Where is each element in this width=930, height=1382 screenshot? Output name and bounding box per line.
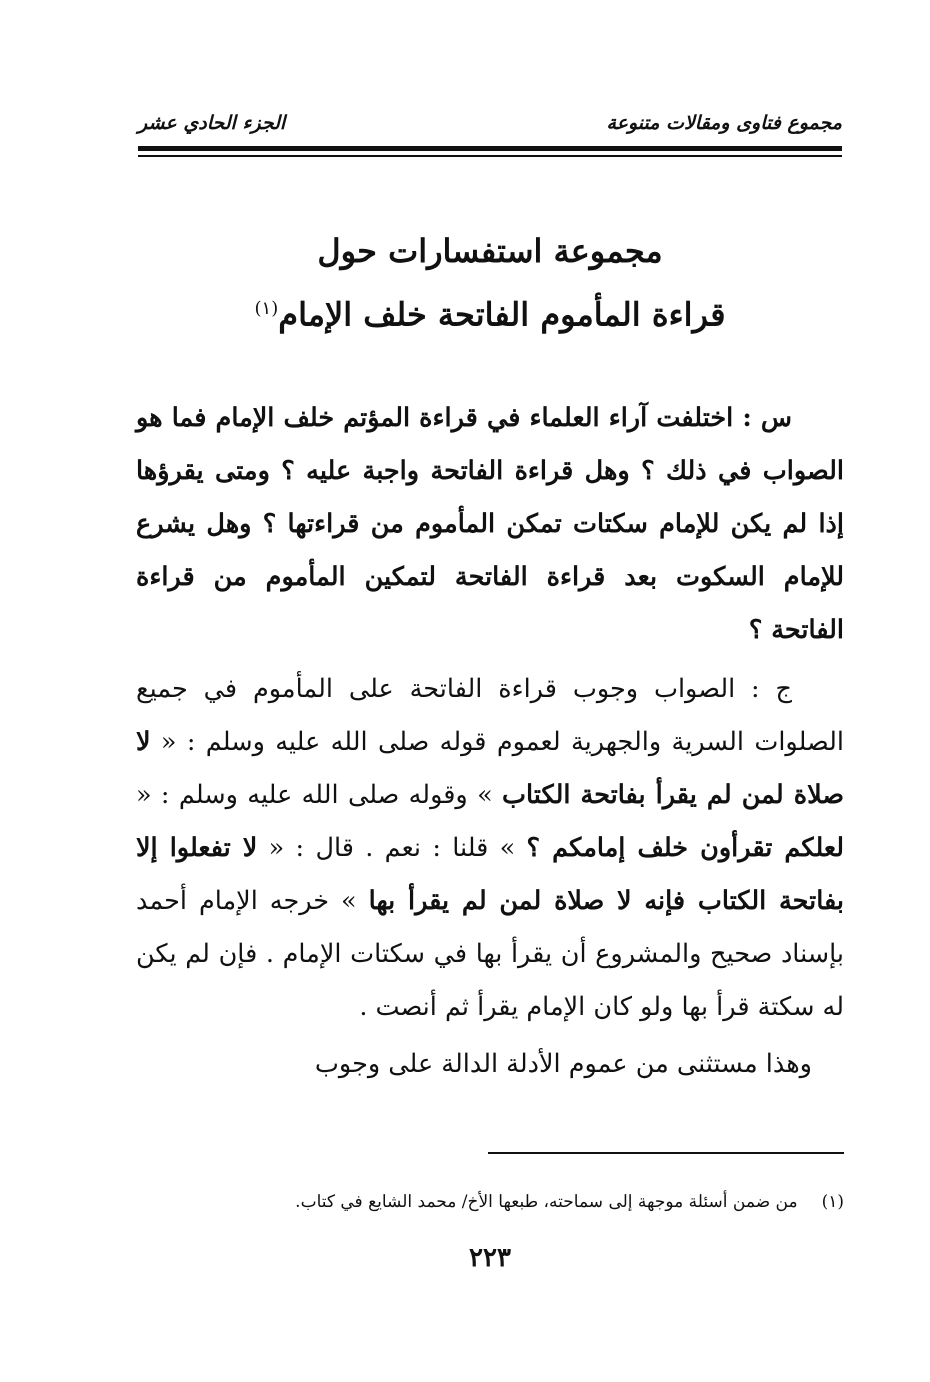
title-line-2 — [138, 280, 842, 344]
volume-label: الجزء الحادي عشر — [138, 112, 286, 134]
answer-text-4: » خرجه الإمام أحمد بإسناد صحيح والمشروع أن يقرأ بها في سكتات الإمام . فإن لم يكن له سكتة قرأ بها ولو كان الإمام يقرأ ثم أنصت . — [136, 886, 844, 1022]
header-rule-thick — [138, 146, 842, 151]
section-title — [138, 222, 842, 344]
header-rule-thin — [138, 155, 842, 157]
book-title: مجموع فتاوى ومقالات متنوعة — [606, 112, 842, 134]
hadith-quote-1: لا صلاة لمن لم يقرأ بفاتحة الكتاب — [136, 727, 845, 810]
running-header — [138, 112, 842, 142]
answer-text-3: » قلنا : نعم . قال : « — [268, 833, 516, 863]
footnote-mark: (١) — [821, 1192, 844, 1212]
answer-text-2: » وقوله صلى الله عليه وسلم : « — [136, 780, 493, 810]
main-text — [136, 392, 844, 1091]
hadith-quote-3: لا تفعلوا إلا بفاتحة الكتاب فإنه لا صلاة لمن لم يقرأ بها — [136, 833, 844, 916]
footnote — [120, 1192, 844, 1212]
title-line-1: مجموعة استفسارات حول — [317, 232, 663, 270]
footnote-reference: (١) — [254, 298, 279, 319]
answer-paragraph — [136, 663, 844, 1034]
hadith-quote-2: لعلكم تقرأون خلف إمامكم ؟ — [526, 833, 844, 863]
footnote-text: من ضمن أسئلة موجهة إلى سماحته، طبعها الأخ/ محمد الشايع في كتاب. — [295, 1192, 798, 1212]
answer-text-1: ج : الصواب وجوب قراءة الفاتحة على المأموم في جميع الصلوات السرية والجهرية لعموم قوله صلى الله عليه وسلم : « — [136, 674, 844, 757]
footnote-separator — [488, 1152, 844, 1154]
page-number: ٢٢٣ — [469, 1243, 511, 1273]
question-paragraph: س : اختلفت آراء العلماء في قراءة المؤتم خلف الإمام فما هو الصواب في ذلك ؟ وهل قراءة الفاتحة واجبة عليه ؟ ومتى يقرؤها إذا لم يكن للإمام سكتات تمكن المأموم من قراءتها ؟ وهل يشرع للإمام السكوت بعد قراءة الفاتحة لتمكين المأموم من قراءة الفاتحة ؟ — [136, 403, 844, 645]
continuation-paragraph: وهذا مستثنى من عموم الأدلة الدالة على وجوب — [314, 1049, 812, 1079]
title-line-2-text: قراءة المأموم الفاتحة خلف الإمام — [278, 295, 726, 334]
